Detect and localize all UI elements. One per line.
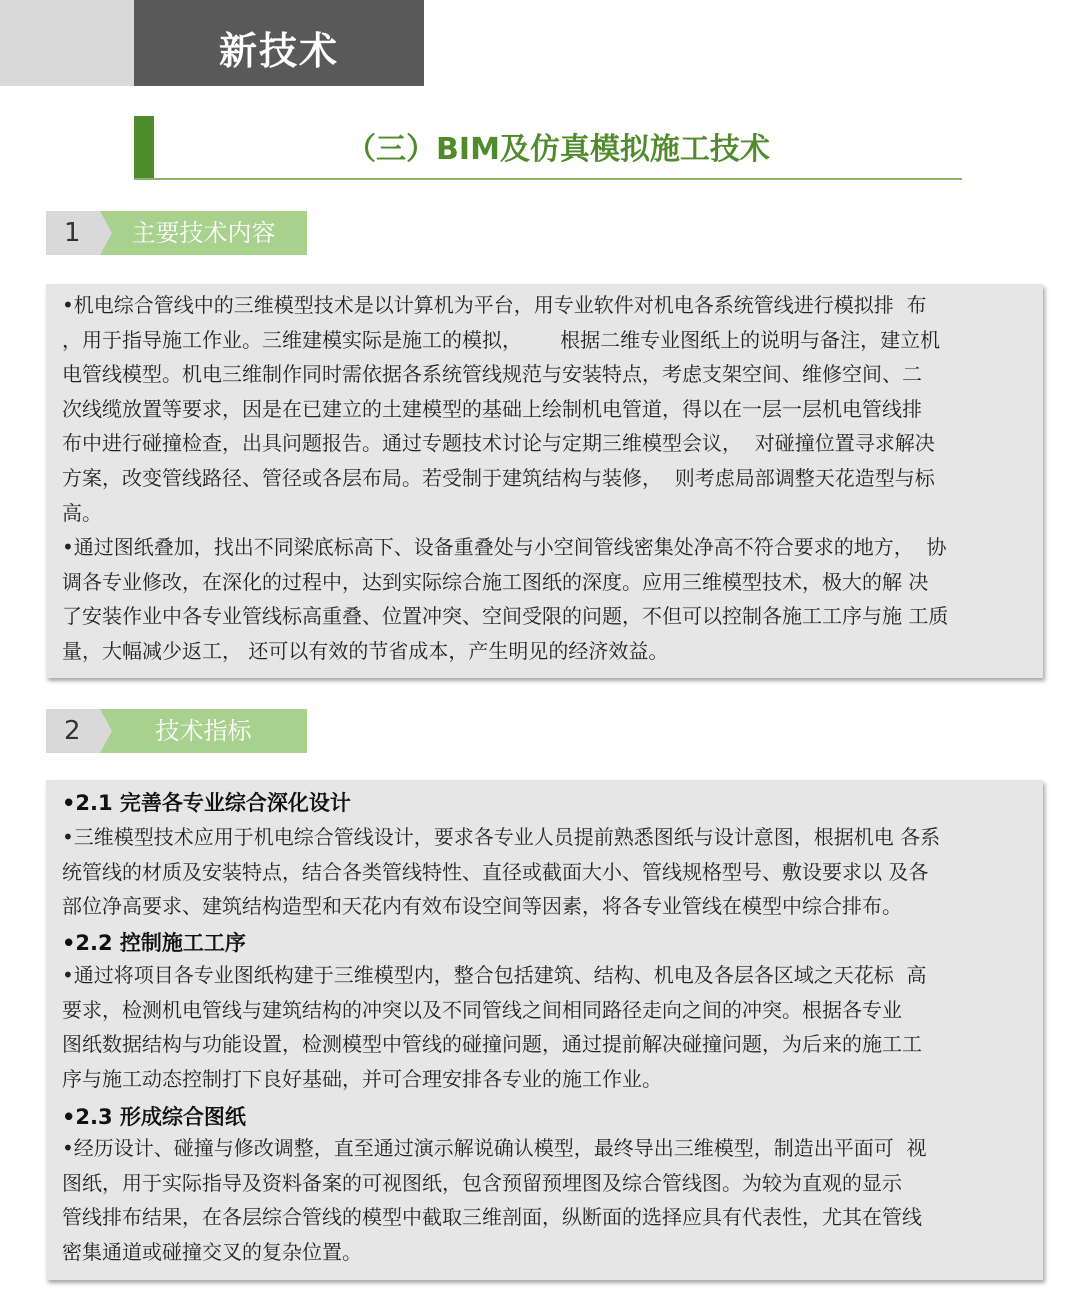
s2-line: •经历设计、碰撞与修改调整，直至通过演示解说确认模型，最终导出三维模型，制造出平面可 视 [62,1136,927,1160]
header-tag: 新技术 [218,29,339,73]
s2-line: 图纸，用于实际指导及资料备案的可视图纸，包含预留预埋图及综合管线图。为较为直观的显示 [62,1170,902,1195]
title-accent-bar [134,116,154,180]
s2-line: 序与施工动态控制打下良好基础，并可合理安排各专业的施工作业。 [62,1067,662,1091]
s1-line: 量，大幅减少返工， 还可以有效的节省成本，产生明见的经济效益。 [62,639,669,663]
s2-line: 密集通道或碰撞交叉的复杂位置。 [62,1239,362,1264]
header-tag-block [134,0,424,86]
s1-line: •通过图纸叠加，找出不同梁底标高下、设备重叠处与小空间管线密集处净高不符合要求的地方， 协 [62,535,947,560]
section-2-label: 技术指标 [100,709,307,753]
s2-line: •三维模型技术应用于机电综合管线设计，要求各专业人员提前熟悉图纸与设计意图，根据机电 各系 [62,825,941,849]
section-1-content-box [46,284,1043,678]
s2-line: 要求，检测机电管线与建筑结构的冲突以及不同管线之间相同路径走向之间的冲突。根据各专业 [62,997,902,1022]
section-2-number: 2 [46,709,100,753]
s1-line: 次线缆放置等要求，因是在已建立的土建模型的基础上绘制机电管道，得以在一层一层机电管线排 [62,396,922,421]
section-2-arrow [100,709,112,753]
s1-line: 电管线模型。机电三维制作同时需依据各系统管线规范与安装特点，考虑支架空间、维修空间、二 [62,362,922,387]
section-2-content-box [46,780,1043,1280]
s2-line: 部位净高要求、建筑结构造型和天花内有效布设空间等因素，将各专业管线在模型中综合排布。 [62,894,902,919]
s2-line: 管线排布结果，在各层综合管线的模型中截取三维剖面，纵断面的选择应具有代表性，尤其在管线 [62,1205,922,1230]
s1-line: ，用于指导施工作业。三维建模实际是施工的模拟， 根据二维专业图纸上的说明与备注，建立机 [62,327,941,352]
s1-line: 调各专业修改，在深化的过程中，达到实际综合施工图纸的深度。应用三维模型技术，极大的解 决 [62,569,929,594]
s2-line: •通过将项目各专业图纸构建于三维模型内，整合包括建筑、结构、机电及各层各区域之天花标 高 [62,963,927,987]
section-1-arrow [100,211,112,255]
s1-line: 高。 [62,500,102,525]
s1-line: 方案，改变管线路径、管径或各层布局。若受制于建筑结构与装修， 则考虑局部调整天花造型与标 [62,466,935,490]
s2-line: 图纸数据结构与功能设置，检测模型中管线的碰撞问题，通过提前解决碰撞问题，为后来的施工工 [62,1032,922,1057]
s2-subheading: •2.2 控制施工工序 [62,931,246,955]
s1-line: •机电综合管线中的三维模型技术是以计算机为平台，用专业软件对机电各系统管线进行模拟排 布 [62,293,927,317]
s1-line: 了安装作业中各专业管线标高重叠、位置冲突、空间受限的问题，不但可以控制各施工工序与施 工质 [62,604,949,629]
s2-line: 统管线的材质及安装特点，结合各类管线特性、直径或截面大小、管线规格型号、敷设要求以 及各 [62,859,929,884]
s2-subheading: •2.3 形成综合图纸 [62,1105,246,1129]
header-gray-block [0,0,134,86]
page-title: （三）BIM及仿真模拟施工技术 [346,132,770,167]
s2-subheading: •2.1 完善各专业综合深化设计 [62,791,351,815]
s1-line: 布中进行碰撞检查，出具问题报告。通过专题技术讨论与定期三维模型会议， 对碰撞位置寻求解决 [62,431,935,456]
title-underline [134,178,962,180]
section-1-number: 1 [46,211,100,255]
section-1-label: 主要技术内容 [100,211,307,255]
